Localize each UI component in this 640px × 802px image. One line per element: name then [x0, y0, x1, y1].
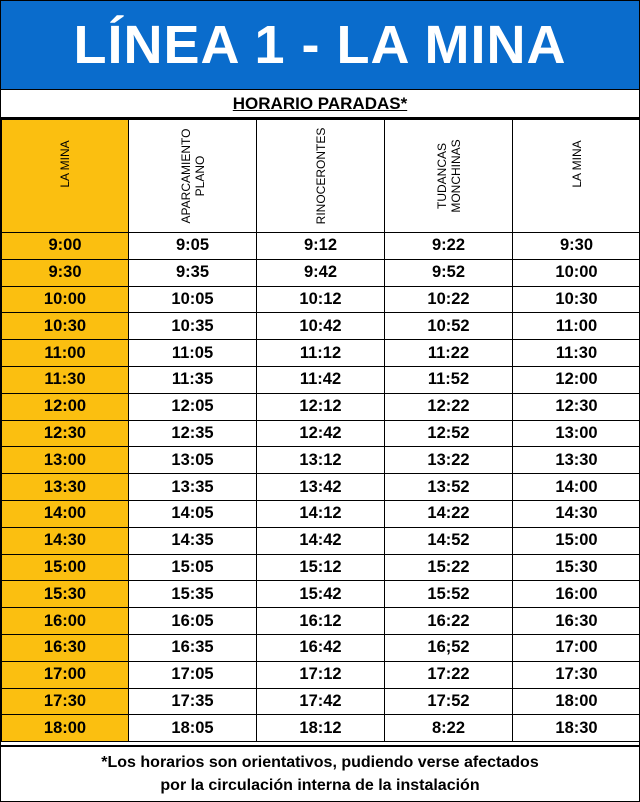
column-header-label: TUDANCAS MONCHINAS [434, 139, 463, 213]
stop-time-cell: 11:30 [513, 340, 640, 367]
stop-time-cell: 15:30 [513, 554, 640, 581]
departure-time-cell: 13:00 [2, 447, 129, 474]
stop-time-cell: 15:00 [513, 527, 640, 554]
stop-time-cell: 13:30 [513, 447, 640, 474]
schedule-table [1, 119, 640, 742]
stop-time-cell: 14:00 [513, 474, 640, 501]
footnote-line-1: *Los horarios son orientativos, pudiendo verse afectados [101, 754, 539, 771]
stop-time-cell: 10:30 [513, 286, 640, 313]
stop-time-cell: 14:42 [257, 527, 385, 554]
table-row [2, 608, 640, 635]
stop-time-cell: 13:00 [513, 420, 640, 447]
stop-time-cell: 18:30 [513, 715, 640, 742]
stop-time-cell: 16:42 [257, 634, 385, 661]
stop-time-cell: 10:35 [129, 313, 257, 340]
column-header-label: RINOCERONTES [313, 127, 328, 225]
table-row [2, 554, 640, 581]
stop-time-cell: 15:52 [385, 581, 513, 608]
stop-time-cell: 14:30 [513, 500, 640, 527]
stop-time-cell: 18:00 [513, 688, 640, 715]
column-header-la-mina-start [2, 120, 129, 233]
departure-time-cell: 12:30 [2, 420, 129, 447]
stop-time-cell: 13:52 [385, 474, 513, 501]
stop-time-cell: 16:22 [385, 608, 513, 635]
stop-time-cell: 17:22 [385, 661, 513, 688]
stop-time-cell: 11:00 [513, 313, 640, 340]
stop-time-cell: 12:00 [513, 366, 640, 393]
stop-time-cell: 12:35 [129, 420, 257, 447]
column-header-aparcamiento-plano [129, 120, 257, 233]
departure-time-cell: 11:00 [2, 340, 129, 367]
table-row [2, 715, 640, 742]
stop-time-cell: 9:52 [385, 259, 513, 286]
departure-time-cell: 9:00 [2, 233, 129, 260]
stop-time-cell: 12:52 [385, 420, 513, 447]
departure-time-cell: 9:30 [2, 259, 129, 286]
table-row [2, 688, 640, 715]
stop-time-cell: 10:52 [385, 313, 513, 340]
table-row [2, 447, 640, 474]
page-title: LÍNEA 1 - LA MINA [1, 1, 639, 90]
departure-time-cell: 11:30 [2, 366, 129, 393]
table-row [2, 313, 640, 340]
table-row [2, 581, 640, 608]
table-row [2, 527, 640, 554]
column-header-rinocerontes [257, 120, 385, 233]
departure-time-cell: 16:30 [2, 634, 129, 661]
departure-time-cell: 17:30 [2, 688, 129, 715]
stop-time-cell: 9:22 [385, 233, 513, 260]
stop-time-cell: 12:12 [257, 393, 385, 420]
stop-time-cell: 17:30 [513, 661, 640, 688]
stop-time-cell: 17:35 [129, 688, 257, 715]
stop-time-cell: 9:05 [129, 233, 257, 260]
stop-time-cell: 10:22 [385, 286, 513, 313]
stop-time-cell: 16:12 [257, 608, 385, 635]
footnote [1, 745, 639, 801]
stop-time-cell: 11:05 [129, 340, 257, 367]
stop-time-cell: 12:05 [129, 393, 257, 420]
departure-time-cell: 10:30 [2, 313, 129, 340]
stop-time-cell: 12:22 [385, 393, 513, 420]
stop-time-cell: 14:05 [129, 500, 257, 527]
stop-time-cell: 14:22 [385, 500, 513, 527]
departure-time-cell: 17:00 [2, 661, 129, 688]
table-row [2, 233, 640, 260]
departure-time-cell: 12:00 [2, 393, 129, 420]
table-row [2, 420, 640, 447]
table-row [2, 340, 640, 367]
table-row [2, 634, 640, 661]
stop-time-cell: 15:35 [129, 581, 257, 608]
departure-time-cell: 10:00 [2, 286, 129, 313]
stop-time-cell: 12:42 [257, 420, 385, 447]
footnote-line-2: por la circulación interna de la instalación [160, 777, 480, 794]
departure-time-cell: 15:30 [2, 581, 129, 608]
stop-time-cell: 14:52 [385, 527, 513, 554]
stop-time-cell: 13:35 [129, 474, 257, 501]
stop-time-cell: 15:12 [257, 554, 385, 581]
stop-time-cell: 16:35 [129, 634, 257, 661]
stop-time-cell: 16;52 [385, 634, 513, 661]
stop-time-cell: 13:22 [385, 447, 513, 474]
stop-time-cell: 9:42 [257, 259, 385, 286]
stop-time-cell: 12:30 [513, 393, 640, 420]
header-row [2, 120, 640, 233]
stop-time-cell: 16:00 [513, 581, 640, 608]
stop-time-cell: 17:52 [385, 688, 513, 715]
table-row [2, 500, 640, 527]
table-row [2, 661, 640, 688]
stop-time-cell: 16:05 [129, 608, 257, 635]
stop-time-cell: 17:12 [257, 661, 385, 688]
table-row [2, 474, 640, 501]
departure-time-cell: 16:00 [2, 608, 129, 635]
column-header-label: LA MINA [58, 140, 72, 188]
stop-time-cell: 11:52 [385, 366, 513, 393]
table-row [2, 393, 640, 420]
column-header-label: LA MINA [569, 140, 584, 188]
departure-time-cell: 18:00 [2, 715, 129, 742]
column-header-tudancas-monchinas [385, 120, 513, 233]
stop-time-cell: 13:12 [257, 447, 385, 474]
stop-time-cell: 18:12 [257, 715, 385, 742]
stop-time-cell: 9:30 [513, 233, 640, 260]
table-row [2, 259, 640, 286]
stop-time-cell: 16:30 [513, 608, 640, 635]
schedule-subtitle: HORARIO PARADAS* [1, 90, 639, 119]
stop-time-cell: 10:05 [129, 286, 257, 313]
table-row [2, 286, 640, 313]
stop-time-cell: 15:05 [129, 554, 257, 581]
stop-time-cell: 8:22 [385, 715, 513, 742]
stop-time-cell: 17:00 [513, 634, 640, 661]
stop-time-cell: 11:12 [257, 340, 385, 367]
stop-time-cell: 11:22 [385, 340, 513, 367]
stop-time-cell: 10:42 [257, 313, 385, 340]
stop-time-cell: 18:05 [129, 715, 257, 742]
stop-time-cell: 17:42 [257, 688, 385, 715]
stop-time-cell: 10:00 [513, 259, 640, 286]
stop-time-cell: 14:12 [257, 500, 385, 527]
stop-time-cell: 9:12 [257, 233, 385, 260]
departure-time-cell: 13:30 [2, 474, 129, 501]
departure-time-cell: 14:30 [2, 527, 129, 554]
stop-time-cell: 15:42 [257, 581, 385, 608]
stop-time-cell: 17:05 [129, 661, 257, 688]
stop-time-cell: 13:42 [257, 474, 385, 501]
departure-time-cell: 15:00 [2, 554, 129, 581]
stop-time-cell: 13:05 [129, 447, 257, 474]
stop-time-cell: 9:35 [129, 259, 257, 286]
stop-time-cell: 11:35 [129, 366, 257, 393]
stop-time-cell: 14:35 [129, 527, 257, 554]
column-header-label: APARCAMIENTO PLANO [178, 128, 207, 224]
departure-time-cell: 14:00 [2, 500, 129, 527]
stop-time-cell: 11:42 [257, 366, 385, 393]
column-header-la-mina-end [513, 120, 640, 233]
table-row [2, 366, 640, 393]
stop-time-cell: 10:12 [257, 286, 385, 313]
stop-time-cell: 15:22 [385, 554, 513, 581]
